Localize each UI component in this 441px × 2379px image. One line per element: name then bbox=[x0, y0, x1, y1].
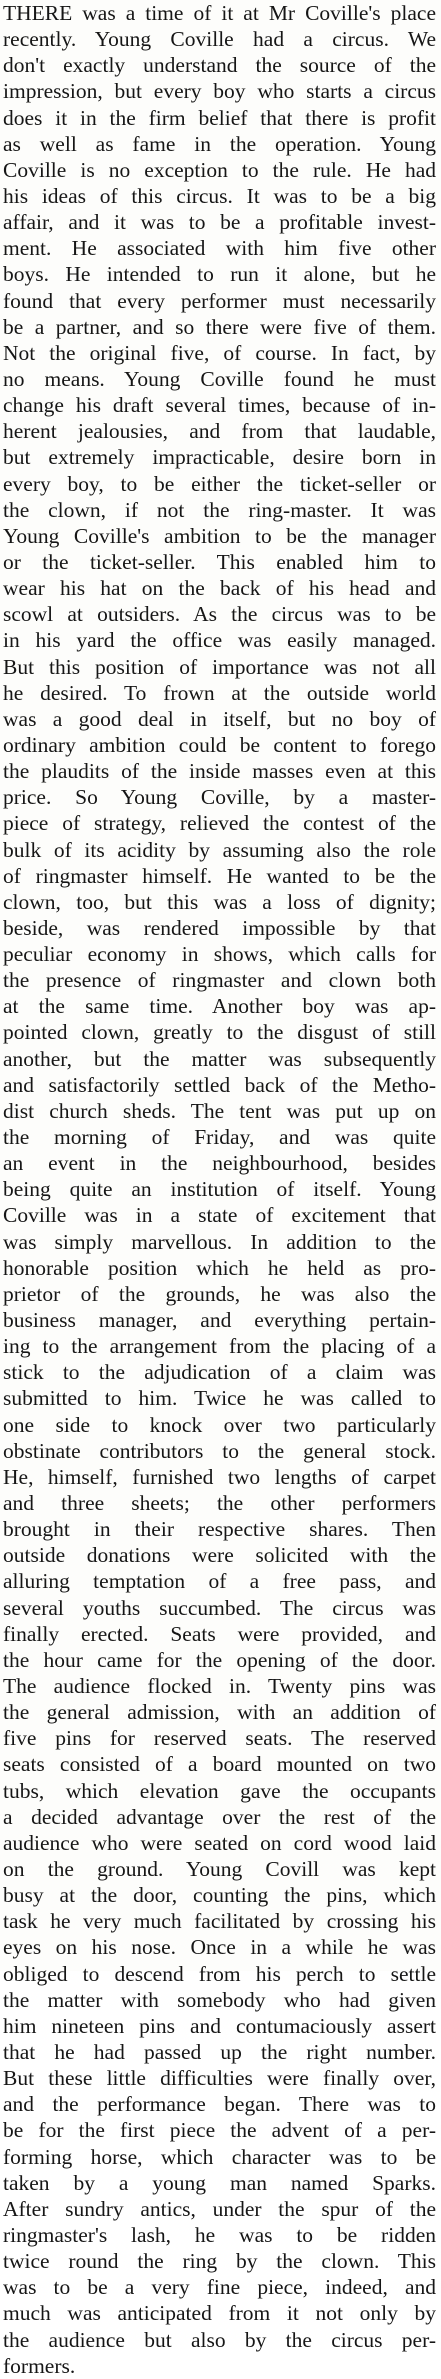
article-text-line: the general admission, with an addition of bbox=[3, 1700, 436, 1725]
article-text-line: does it in the firm belief that there is profit bbox=[3, 105, 436, 130]
article-text-line: ordinary ambition could be content to forego bbox=[3, 732, 436, 757]
article-text-line: piece of strategy, relieved the contest of the bbox=[3, 811, 436, 836]
article-text-line: After sundry antics, under the spur of the bbox=[3, 2196, 436, 2221]
article-text-line: business manager, and everything pertain- bbox=[3, 1308, 436, 1333]
article-text-line: was simply marvellous. In addition to the bbox=[3, 1229, 436, 1254]
article-text-line: finally erected. Seats were provided, and bbox=[3, 1621, 436, 1646]
article-text-line: peculiar economy in shows, which calls for bbox=[3, 942, 436, 967]
article-text-line: ment. He associated with him five other bbox=[3, 236, 436, 261]
article-text-line: But this position of importance was not all bbox=[3, 654, 436, 679]
article-text-line: stick to the adjudication of a claim was bbox=[3, 1360, 436, 1385]
article-text-line: Coville is no exception to the rule. He had bbox=[3, 157, 436, 182]
article-text-line: change his draft several times, because of in- bbox=[3, 393, 436, 418]
article-text-line: was to be a very fine piece, indeed, and bbox=[3, 2275, 436, 2300]
article-text-line: that he had passed up the right number. bbox=[3, 2039, 436, 2064]
article-text-line: the morning of Friday, and was quite bbox=[3, 1125, 436, 1150]
article-text-line: be a partner, and so there were five of them. bbox=[3, 314, 436, 339]
article-text-line: his ideas of this circus. It was to be a big bbox=[3, 183, 436, 208]
article-text-line: audience who were seated on cord wood laid bbox=[3, 1830, 436, 1855]
article-text-line: but extremely impracticable, desire born in bbox=[3, 445, 436, 470]
article-text-line: pointed clown, greatly to the disgust of still bbox=[3, 1020, 436, 1045]
article-text-line: him nineteen pins and contumaciously assert bbox=[3, 2013, 436, 2038]
article-text-line: Not the original five, of course. In fact, by bbox=[3, 340, 436, 365]
article-text-line: price. So Young Coville, by a master- bbox=[3, 785, 436, 810]
article-text-line: as well as fame in the operation. Young bbox=[3, 131, 436, 156]
article-text-line: tubs, which elevation gave the occupants bbox=[3, 1778, 436, 1803]
article-text-line: herent jealousies, and from that laudable, bbox=[3, 419, 436, 444]
article-text-line: an event in the neighbourhood, besides bbox=[3, 1151, 436, 1176]
article-text-line: ringmaster's lash, he was to be ridden bbox=[3, 2222, 436, 2247]
article-text-line: obstinate contributors to the general stock. bbox=[3, 1438, 436, 1463]
article-text-line: the audience but also by the circus per- bbox=[3, 2327, 436, 2352]
article-text-line: wear his hat on the back of his head and bbox=[3, 576, 436, 601]
article-text-line: THERE was a time of it at Mr Coville's place bbox=[3, 1, 436, 25]
article-text-line: The audience flocked in. Twenty pins was bbox=[3, 1674, 436, 1698]
article-text-line: five pins for reserved seats. The reserved bbox=[3, 1726, 436, 1751]
article-text-line: beside, was rendered impossible by that bbox=[3, 915, 436, 940]
article-text-line: alluring temptation of a free pass, and bbox=[3, 1569, 436, 1594]
article-text-line: honorable position which he held as pro- bbox=[3, 1255, 436, 1280]
article-text-line: taken by a young man named Sparks. bbox=[3, 2170, 436, 2195]
article-text-line: submitted to him. Twice he was called to bbox=[3, 1386, 436, 1411]
article-text-line: a decided advantage over the rest of the bbox=[3, 1804, 436, 1829]
article-text-line: obliged to descend from his perch to settle bbox=[3, 1961, 436, 1986]
article-text-line: task he very much facilitated by crossing his bbox=[3, 1909, 436, 1934]
article-text-line: bulk of its acidity by assuming also the role bbox=[3, 837, 436, 862]
article-text-line: ing to the arrangement from the placing of a bbox=[3, 1334, 436, 1359]
article-text-line: prietor of the grounds, he was also the bbox=[3, 1281, 436, 1306]
article-text-line: boys. He intended to run it alone, but he bbox=[3, 262, 436, 287]
article-text-line: seats consisted of a board mounted on two bbox=[3, 1752, 436, 1777]
article-text-line: the matter with somebody who had given bbox=[3, 1987, 436, 2012]
article-text-line: But these little difficulties were finally over, bbox=[3, 2066, 436, 2091]
article-text-line: Young Coville's ambition to be the manager bbox=[3, 523, 436, 548]
article-text-line: being quite an institution of itself. Young bbox=[3, 1177, 436, 1202]
article-text-line: outside donations were solicited with the bbox=[3, 1543, 436, 1568]
article-text-line: scowl at outsiders. As the circus was to be bbox=[3, 602, 436, 627]
article-text-line: recently. Young Coville had a circus. We bbox=[3, 27, 436, 52]
article-text-line: on the ground. Young Covill was kept bbox=[3, 1856, 436, 1881]
article-text-line: forming horse, which character was to be bbox=[3, 2144, 436, 2169]
article-text-line: was a good deal in itself, but no boy of bbox=[3, 706, 436, 731]
article-text-line: he desired. To frown at the outside world bbox=[3, 680, 436, 705]
article-text-line: impression, but every boy who starts a circus bbox=[3, 79, 436, 104]
article-text-line: of ringmaster himself. He wanted to be the bbox=[3, 863, 436, 888]
article-text-line: brought in their respective shares. Then bbox=[3, 1517, 436, 1542]
article-text-line: at the same time. Another boy was ap- bbox=[3, 994, 436, 1019]
article-text-line: twice round the ring by the clown. This bbox=[3, 2249, 436, 2274]
article-text-line: no means. Young Coville found he must bbox=[3, 366, 436, 391]
article-text-line: or the ticket-seller. This enabled him to bbox=[3, 549, 436, 574]
article-text-line: eyes on his nose. Once in a while he was bbox=[3, 1935, 436, 1960]
article-text-line: in his yard the office was easily managed. bbox=[3, 628, 436, 653]
article-text-line: and three sheets; the other performers bbox=[3, 1491, 436, 1516]
article-text-line: be for the first piece the advent of a per- bbox=[3, 2118, 436, 2143]
article-text-line: the clown, if not the ring-master. It was bbox=[3, 497, 436, 522]
article-text-line: formers. bbox=[3, 2353, 76, 2378]
article-text-line: don't exactly understand the source of the bbox=[3, 53, 436, 78]
article-text-line: the presence of ringmaster and clown both bbox=[3, 968, 436, 993]
article-text-line: busy at the door, counting the pins, which bbox=[3, 1883, 436, 1908]
article-text-line: several youths succumbed. The circus was bbox=[3, 1595, 436, 1620]
article-text-line: clown, too, but this was a loss of dignity; bbox=[3, 889, 436, 914]
article-text-line: affair, and it was to be a profitable invest- bbox=[3, 210, 436, 235]
article-text-line: He, himself, furnished two lengths of carpet bbox=[3, 1464, 436, 1489]
article-text-line: Coville was in a state of excitement that bbox=[3, 1203, 436, 1228]
article-text-line: and the performance began. There was to bbox=[3, 2092, 436, 2117]
article-text-line: dist church sheds. The tent was put up on bbox=[3, 1098, 436, 1123]
article-text-line: found that every performer must necessarily bbox=[3, 288, 436, 313]
article-text-line: and satisfactorily settled back of the Metho- bbox=[3, 1072, 436, 1097]
article-text-line: another, but the matter was subsequently bbox=[3, 1046, 436, 1071]
article-text-line: the hour came for the opening of the door. bbox=[3, 1647, 436, 1672]
article-text-line: the plaudits of the inside masses even at this bbox=[3, 759, 436, 784]
article-text-line: much was anticipated from it not only by bbox=[3, 2301, 436, 2326]
article-text-line: every boy, to be either the ticket-seller or bbox=[3, 471, 436, 496]
article-text-line: one side to knock over two particularly bbox=[3, 1412, 436, 1437]
article-column bbox=[3, 0, 436, 2379]
